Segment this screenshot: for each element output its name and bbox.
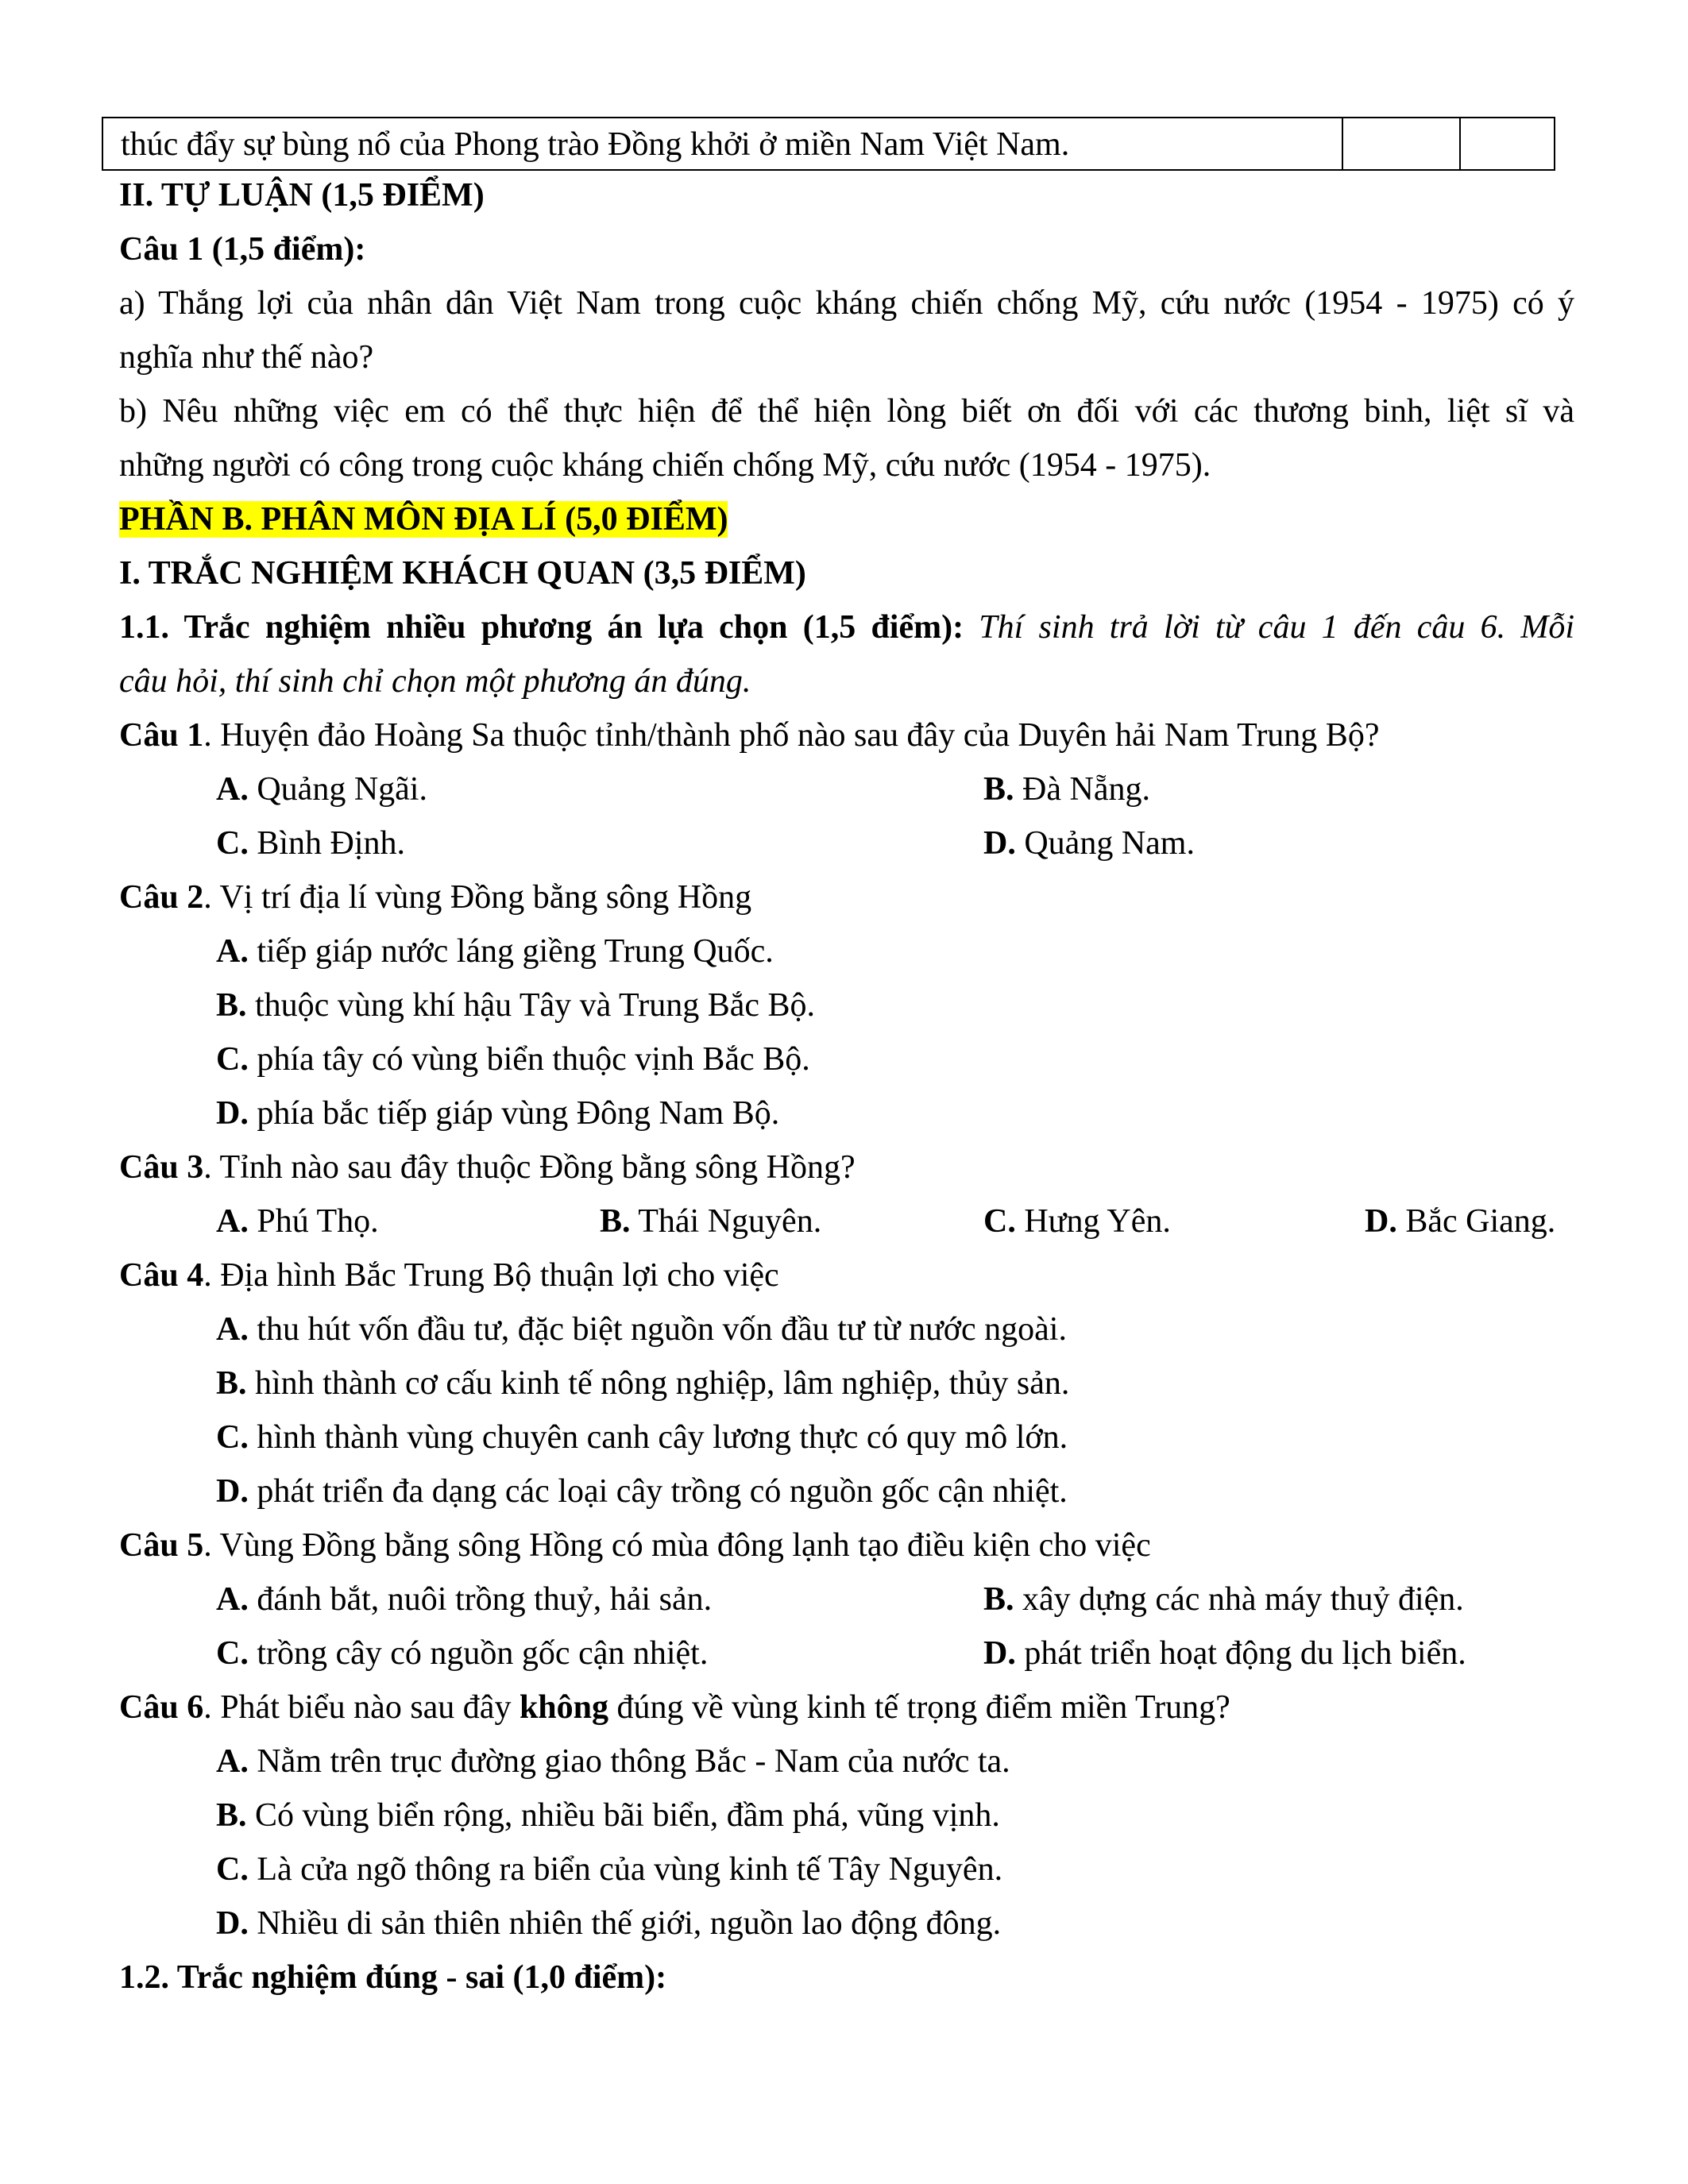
sub-1-1-instruction: Thí sinh trả lời từ câu 1 đến câu 6. Mỗi <box>964 609 1574 646</box>
q3-option-a: A. Phú Thọ. <box>216 1203 379 1240</box>
q1-option-c: C. Bình Định. <box>216 825 406 862</box>
q2-option-c: C. phía tây có vùng biển thuộc vịnh Bắc Bộ. <box>216 1041 810 1078</box>
question-label: Câu 6 <box>119 1689 204 1726</box>
q6-option-c: C. Là cửa ngõ thông ra biển của vùng kinh tế Tây Nguyên. <box>216 1851 1003 1888</box>
question-text: . Vùng Đồng bằng sông Hồng có mùa đông lạnh tạo điều kiện cho việc <box>203 1527 1151 1564</box>
emphasis-khong: không <box>519 1689 609 1726</box>
sub-1-2-heading: 1.2. Trắc nghiệm đúng - sai (1,0 điểm): <box>119 1959 667 1996</box>
question-label: Câu 3 <box>119 1149 204 1186</box>
q1-option-b: B. Đà Nẵng. <box>983 771 1150 808</box>
q2-option-a: A. tiếp giáp nước láng giềng Trung Quốc. <box>216 933 774 970</box>
tu-luan-heading: II. TỰ LUẬN (1,5 ĐIỂM) <box>119 177 485 214</box>
sub-1-1-line1 <box>119 605 1574 650</box>
question-label: Câu 4 <box>119 1257 204 1294</box>
question-text: . Địa hình Bắc Trung Bộ thuận lợi cho việc <box>203 1257 779 1294</box>
sub-1-1-title: 1.1. Trắc nghiệm nhiều phương án lựa chọn (1,5 điểm): <box>119 609 964 646</box>
q4-option-b: B. hình thành cơ cấu kinh tế nông nghiệp, lâm nghiệp, thủy sản. <box>216 1365 1070 1402</box>
tu-luan-b-line2: những người có công trong cuộc kháng chiến chống Mỹ, cứu nước (1954 - 1975). <box>119 447 1211 484</box>
q5-option-c: C. trồng cây có nguồn gốc cận nhiệt. <box>216 1635 709 1672</box>
tu-luan-a-line2: nghĩa như thế nào? <box>119 339 374 376</box>
sub-1-1-line2: câu hỏi, thí sinh chỉ chọn một phương án đúng. <box>119 663 751 700</box>
question-text: . Huyện đảo Hoàng Sa thuộc tỉnh/thành phố nào sau đây của Duyên hải Nam Trung Bộ? <box>203 717 1380 754</box>
table-cell-empty <box>1342 118 1461 169</box>
phan-b-heading <box>119 497 728 542</box>
q2-option-b: B. thuộc vùng khí hậu Tây và Trung Bắc Bộ. <box>216 987 816 1024</box>
q3-option-d: D. Bắc Giang. <box>1365 1203 1556 1240</box>
q2-option-d: D. phía bắc tiếp giáp vùng Đông Nam Bộ. <box>216 1095 780 1132</box>
question-text: . Vị trí địa lí vùng Đồng bằng sông Hồng <box>203 879 752 916</box>
q1-option-a: A. Quảng Ngãi. <box>216 771 427 808</box>
q5-option-d: D. phát triển hoạt động du lịch biển. <box>983 1635 1466 1672</box>
phan-b-heading-text: PHẦN B. PHÂN MÔN ĐỊA LÍ (5,0 ĐIỂM) <box>119 501 728 538</box>
q1-option-d: D. Quảng Nam. <box>983 825 1195 862</box>
question-6: Câu 6. Phát biểu nào sau đây không đúng về vùng kinh tế trọng điểm miền Trung? <box>119 1689 1230 1726</box>
question-label: Câu 2 <box>119 879 204 916</box>
q5-option-a: A. đánh bắt, nuôi trồng thuỷ, hải sản. <box>216 1581 713 1618</box>
section-1-heading: I. TRẮC NGHIỆM KHÁCH QUAN (3,5 ĐIỂM) <box>119 555 806 592</box>
table-cell-text: thúc đẩy sự bùng nổ của Phong trào Đồng khởi ở miền Nam Việt Nam. <box>121 126 1070 163</box>
q3-option-b: B. Thái Nguyên. <box>600 1203 822 1240</box>
tu-luan-a-line1: a) Thắng lợi của nhân dân Việt Nam trong cuộc kháng chiến chống Mỹ, cứu nước (1954 - 1975) có ý <box>119 285 1574 322</box>
q5-option-b: B. xây dựng các nhà máy thuỷ điện. <box>983 1581 1464 1618</box>
question-5 <box>119 1523 1151 1568</box>
question-4 <box>119 1253 779 1298</box>
q4-option-d: D. phát triển đa dạng các loại cây trồng có nguồn gốc cận nhiệt. <box>216 1473 1068 1510</box>
tu-luan-b-line1: b) Nêu những việc em có thể thực hiện để thể hiện lòng biết ơn đối với các thương binh, liệt sĩ và <box>119 393 1574 430</box>
question-label: Câu 5 <box>119 1527 204 1564</box>
tu-luan-cau1-title: Câu 1 (1,5 điểm): <box>119 231 366 268</box>
question-3 <box>119 1145 856 1190</box>
q6-option-a: A. Nằm trên trục đường giao thông Bắc - Nam của nước ta. <box>216 1743 1010 1780</box>
answer-table-row <box>102 117 1555 171</box>
q3-option-c: C. Hưng Yên. <box>983 1203 1171 1240</box>
q6-option-d: D. Nhiều di sản thiên nhiên thế giới, nguồn lao động đông. <box>216 1905 1002 1942</box>
q4-option-c: C. hình thành vùng chuyên canh cây lương thực có quy mô lớn. <box>216 1419 1068 1456</box>
question-label: Câu 1 <box>119 717 204 754</box>
q4-option-a: A. thu hút vốn đầu tư, đặc biệt nguồn vốn đầu tư từ nước ngoài. <box>216 1311 1067 1348</box>
q6-option-b: B. Có vùng biển rộng, nhiều bãi biển, đầm phá, vũng vịnh. <box>216 1797 1000 1834</box>
question-1 <box>119 713 1379 758</box>
table-cell-empty <box>1459 118 1538 169</box>
question-text: . Tỉnh nào sau đây thuộc Đồng bằng sông Hồng? <box>203 1149 856 1186</box>
question-2 <box>119 875 751 920</box>
